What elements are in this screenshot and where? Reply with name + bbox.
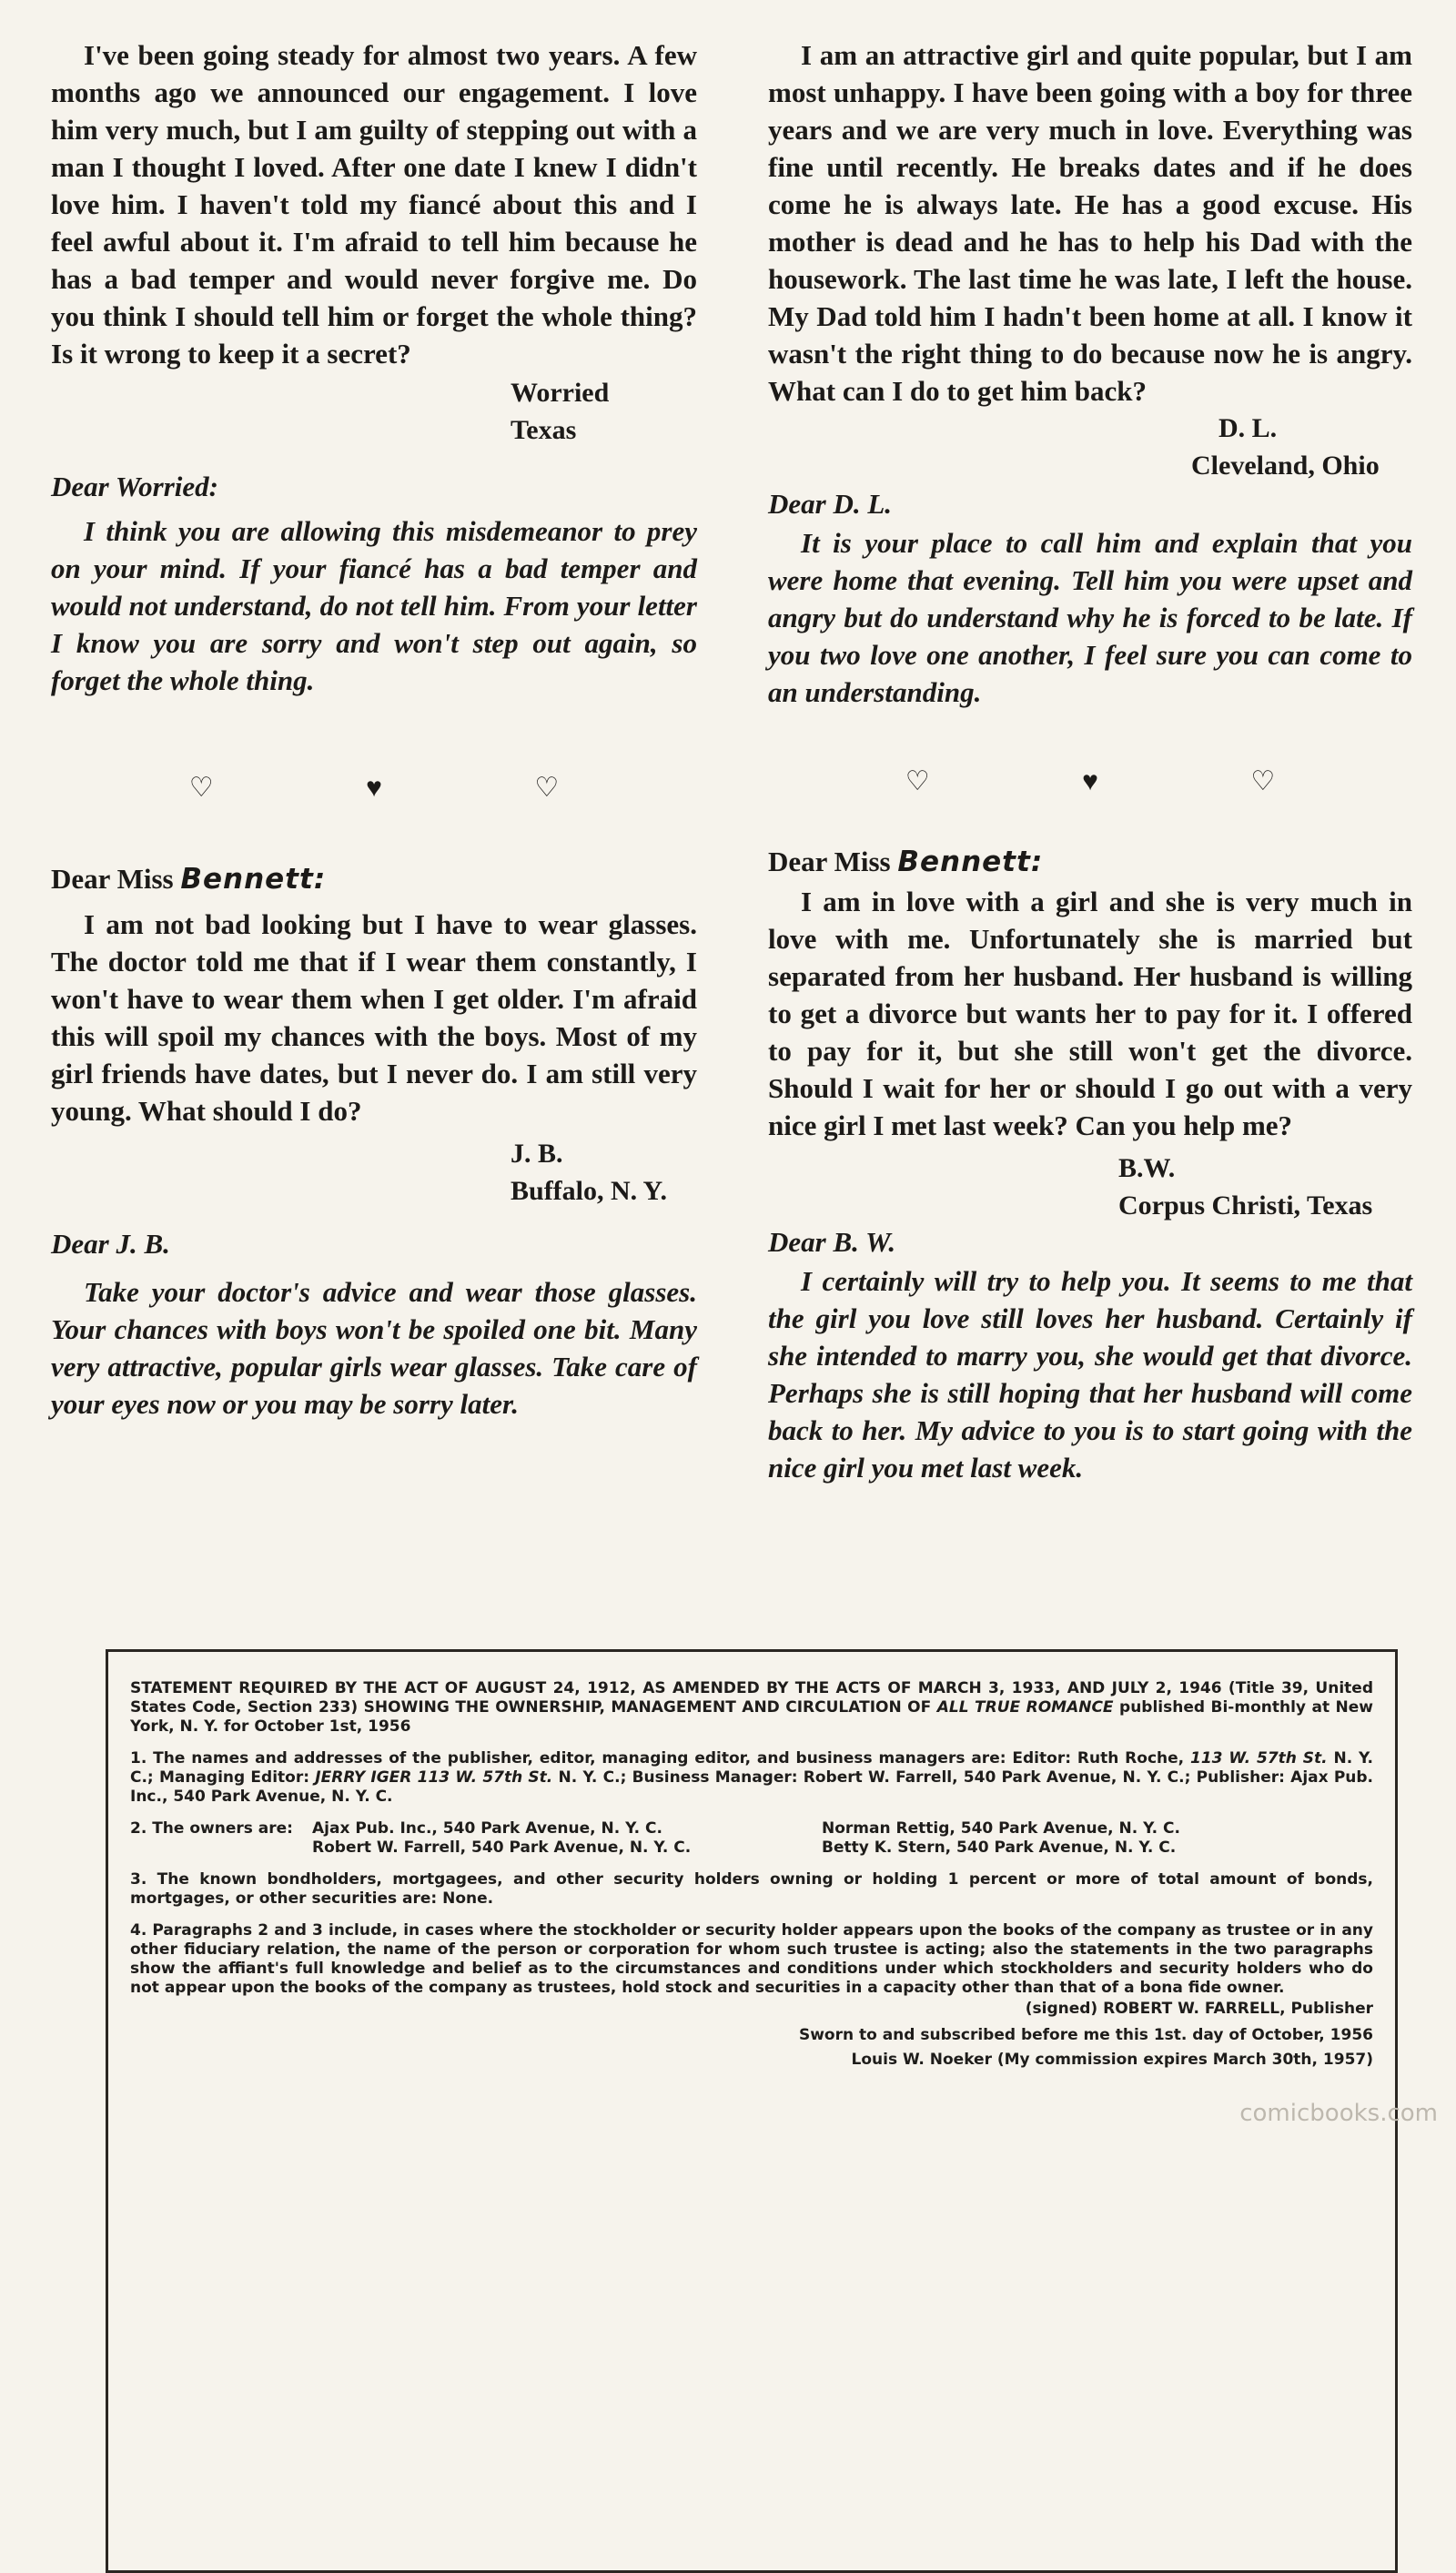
signature-place: Buffalo, N. Y. <box>511 1176 667 1206</box>
statement-paragraph-4: 4. Paragraphs 2 and 3 include, in cases where the stockholder or security holder appears upon the books of the company as trustee or in any other fiduciary relation, the name of the person or corporation for whom such trustee is acting; also the statements in the two paragraphs show the affiant's full knowledge and belief as to the circumstances and conditions under which stockholders and security holders who do not appear upon the books of the company as trustees, hold stock and securities in a capacity other than that of a bona fide owner. <box>130 1921 1373 1997</box>
reply-heading: Dear J. B. <box>51 1228 170 1260</box>
hearts-divider: ♡ ♥ ♡ <box>905 766 1349 796</box>
owners-label: 2. The owners are: <box>130 1819 293 1838</box>
salutation-prefix: Dear Miss <box>768 846 891 877</box>
reply-heading: Dear B. W. <box>768 1226 896 1258</box>
statement-paragraph-1 <box>130 1749 1373 1807</box>
right-column <box>768 36 1412 1486</box>
signature-name: D. L. <box>1218 413 1278 443</box>
signed-line: (signed) ROBERT W. FARRELL, Publisher <box>1025 2000 1373 2018</box>
reply-worried: I think you are allowing this misdemeanor to prey on your mind. If your fiancé has a bad temper and would not understand, do not tell him. From your letter I know you are sorry and won't step out again, so forget the whole thing. <box>51 515 697 696</box>
left-column <box>51 36 697 1423</box>
reply-bw: I certainly will try to help you. It seems to me that the girl you love still loves her husband. Certainly if she intended to marry you, she would get that divorce. Perhaps she is still hoping that her husband will come back to her. My advice to you is to start going with the nice girl you met last week. <box>768 1265 1412 1484</box>
reply-heading: Dear Worried: <box>51 471 218 502</box>
letter-jb: I am not bad looking but I have to wear glasses. The doctor told me that if I wear them constantly, I won't have to wear them when I get older. I'm afraid this will spoil my chances with the boys. Most of my girl friends have dates, but I never do. I am still very young. What should I do? <box>51 908 697 1127</box>
ownership-statement <box>106 1649 1398 2573</box>
owner-entry: Norman Rettig, 540 Park Avenue, N. Y. C. <box>822 1819 1180 1838</box>
hearts-divider: ♡ ♥ ♡ <box>188 773 632 803</box>
signature-name: B.W. <box>1118 1153 1176 1183</box>
paragraph-text: 1. The names and addresses of the publisher, editor, managing editor, and business managers are: Editor: Ruth Roche, <box>130 1749 1185 1768</box>
salutation-name: Bennett: <box>180 863 327 896</box>
letter-worried: I've been going steady for almost two years. A few months ago we announced our engagement. I love him very much, but I am guilty of stepping out with a man I thought I loved. After one date I knew I didn't love him. I haven't told my fiancé about this and I feel awful about it. I'm afraid to tell him because he has a bad temper and would never forgive me. Do you think I should tell him or forget the whole thing? Is it wrong to keep it a secret? <box>51 39 697 370</box>
salutation-bennett <box>51 860 697 898</box>
signature-name: Worried <box>511 378 610 408</box>
statement-title-text: STATEMENT REQUIRED BY THE ACT OF AUGUST 24, 1912, AS AMENDED BY THE ACTS OF MARCH 3, 1933, AND JULY 2, 1946 (Title 39, United States Code, Section 233) SHOWING THE OWNERSHIP, MANAGEMENT AND CIRCULATION OF <box>130 1679 1373 1717</box>
owner-entry: Ajax Pub. Inc., 540 Park Avenue, N. Y. C. <box>312 1819 662 1838</box>
signature-place: Corpus Christi, Texas <box>1118 1190 1373 1221</box>
statement-paragraph-3: 3. The known bondholders, mortgagees, and other security holders owning or holding 1 percent or more of total amount of bonds, mortgages, or other securities are: None. <box>130 1870 1373 1908</box>
magazine-title: ALL TRUE ROMANCE <box>936 1698 1114 1717</box>
statement-title <box>130 1679 1373 1737</box>
reply-dl: It is your place to call him and explain that you were home that evening. Tell him you were upset and angry but do understand why he is forced to be late. If you two love one another, I feel sure you can come to an understanding. <box>768 527 1412 708</box>
salutation-name: Bennett: <box>897 846 1044 878</box>
owner-entry: Betty K. Stern, 540 Park Avenue, N. Y. C. <box>822 1839 1177 1857</box>
owners-list <box>130 1819 1373 1858</box>
notary-line: Louis W. Noeker (My commission expires March 30th, 1957) <box>851 2051 1373 2069</box>
watermark: comicbooks.com <box>1239 2100 1438 2127</box>
letter-bw: I am in love with a girl and she is very much in love with me. Unfortunately she is married but separated from her husband. Her husband is willing to get a divorce but wants her to pay for it. I offered to pay for it, but she still won't get the divorce. Should I wait for her or should I go out with a very nice girl I met last week? Can you help me? <box>768 886 1412 1141</box>
reply-jb: Take your doctor's advice and wear those glasses. Your chances with boys won't be spoiled one bit. Many very attractive, popular girls wear glasses. Take care of your eyes now or you may be sorry later. <box>51 1276 697 1420</box>
statement-title-publication: published Bi-monthly at New York, N. Y. for October 1st, 1956 <box>130 1698 1374 1736</box>
handwritten-address: 113 W. 57th St. <box>1190 1749 1328 1768</box>
owner-entry: Robert W. Farrell, 540 Park Avenue, N. Y. C. <box>312 1839 692 1857</box>
signature-dl <box>768 410 1412 484</box>
reply-heading: Dear D. L. <box>768 488 893 520</box>
letter-dl: I am an attractive girl and quite popular, but I am most unhappy. I have been going with a boy for three years and we are very much in love. Everything was fine until recently. He breaks dates and if he does come he is always late. He has a good excuse. His mother is dead and he has to help his Dad with the housework. The last time he was late, I left the house. My Dad told him I hadn't been home at all. I know it wasn't the right thing to do because now he is angry. What can I do to get him back? <box>768 39 1412 407</box>
sworn-line: Sworn to and subscribed before me this 1st. day of October, 1956 <box>798 2026 1373 2044</box>
signature-place: Texas <box>511 415 577 445</box>
signature-name: J. B. <box>511 1139 563 1169</box>
signature-bw <box>768 1150 1412 1224</box>
salutation-bennett <box>768 843 1412 881</box>
signature-place: Cleveland, Ohio <box>1191 451 1380 481</box>
signature-worried <box>51 374 697 449</box>
paragraph-text: N. Y. C.; Business Manager: Robert W. Farrell, 540 Park Avenue, N. Y. C.; Publisher: Ajax Pub. Inc., 540 Park Avenue, N. Y. C. <box>130 1768 1374 1806</box>
salutation-prefix: Dear Miss <box>51 863 174 895</box>
paragraph-text: N. Y. C.; Managing Editor: <box>130 1749 1374 1787</box>
signature-jb <box>51 1135 697 1210</box>
handwritten-editor: JERRY IGER 113 W. 57th St. <box>315 1768 553 1787</box>
